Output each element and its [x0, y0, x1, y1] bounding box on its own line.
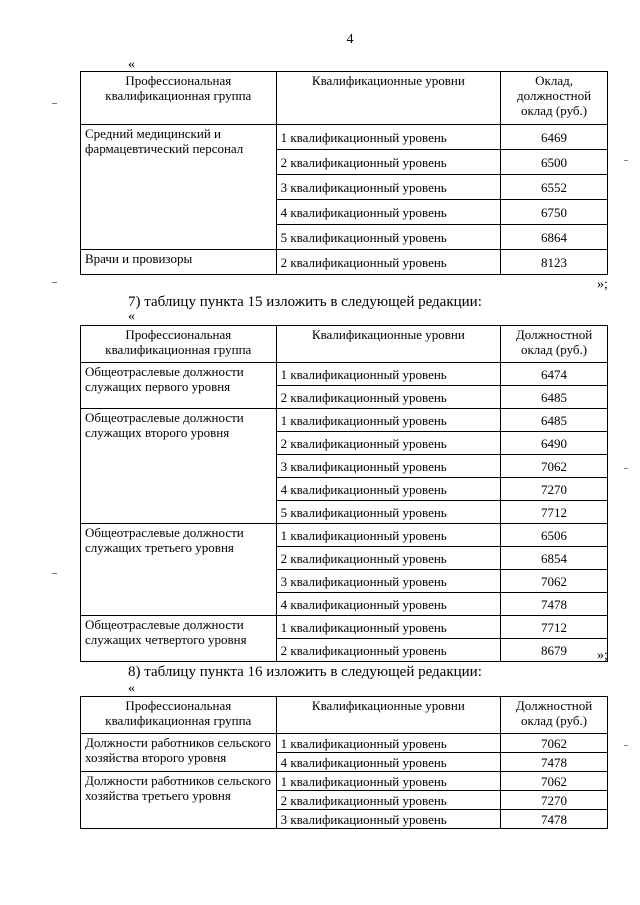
table-row [81, 772, 608, 791]
scan-mark [624, 468, 628, 469]
group-name-cell: Должности работников сельского хозяйства второго уровня [81, 734, 277, 772]
salary-cell: 7478 [501, 593, 608, 616]
table-header-row [81, 697, 608, 734]
header-levels: Квалификационные уровни [276, 326, 500, 363]
level-cell: 1 квалификационный уровень [276, 409, 500, 432]
salary-cell: 6500 [501, 150, 608, 175]
scan-mark [52, 573, 57, 574]
group-name-cell: Врачи и провизоры [81, 250, 277, 275]
level-cell: 2 квалификационный уровень [276, 547, 500, 570]
salary-cell: 6485 [501, 386, 608, 409]
salary-cell: 6490 [501, 432, 608, 455]
salary-cell: 7062 [501, 570, 608, 593]
salary-cell: 7712 [501, 616, 608, 639]
salary-cell: 6552 [501, 175, 608, 200]
level-cell: 2 квалификационный уровень [276, 432, 500, 455]
header-levels: Квалификационные уровни [276, 697, 500, 734]
header-group: Профессиональная квалификационная группа [81, 697, 277, 734]
open-quote-2: « [128, 309, 135, 324]
group-name-cell: Общеотраслевые должности служащих третьего уровня [81, 524, 277, 616]
header-salary: Должностной оклад (руб.) [501, 697, 608, 734]
level-cell: 4 квалификационный уровень [276, 200, 500, 225]
salary-cell: 7478 [501, 753, 608, 772]
salary-table-medical [80, 71, 608, 275]
level-cell: 4 квалификационный уровень [276, 478, 500, 501]
header-salary: Оклад, должностной оклад (руб.) [501, 72, 608, 125]
table-row [81, 250, 608, 275]
salary-table-agriculture [80, 696, 608, 829]
salary-cell: 8123 [501, 250, 608, 275]
header-levels: Квалификационные уровни [276, 72, 500, 125]
table-header-row [81, 326, 608, 363]
level-cell: 1 квалификационный уровень [276, 772, 500, 791]
salary-cell: 6864 [501, 225, 608, 250]
level-cell: 4 квалификационный уровень [276, 753, 500, 772]
level-cell: 1 квалификационный уровень [276, 363, 500, 386]
scan-mark [624, 745, 628, 746]
level-cell: 1 квалификационный уровень [276, 734, 500, 753]
close-mark-1: »; [597, 277, 608, 292]
salary-cell: 7270 [501, 478, 608, 501]
level-cell: 5 квалификационный уровень [276, 225, 500, 250]
salary-cell: 6506 [501, 524, 608, 547]
group-name-cell: Должности работников сельского хозяйства третьего уровня [81, 772, 277, 829]
group-name-cell: Общеотраслевые должности служащих второго уровня [81, 409, 277, 524]
paragraph-8: 8) таблицу пункта 16 изложить в следующей редакции: [128, 664, 482, 680]
level-cell: 1 квалификационный уровень [276, 125, 500, 150]
open-quote-1: « [128, 57, 135, 72]
level-cell: 2 квалификационный уровень [276, 791, 500, 810]
salary-cell: 6469 [501, 125, 608, 150]
table-row [81, 409, 608, 432]
level-cell: 1 квалификационный уровень [276, 616, 500, 639]
group-name-cell: Общеотраслевые должности служащих первого уровня [81, 363, 277, 409]
table-header-row [81, 72, 608, 125]
level-cell: 1 квалификационный уровень [276, 524, 500, 547]
salary-cell: 6750 [501, 200, 608, 225]
group-name-cell: Средний медицинский и фармацевтический персонал [81, 125, 277, 250]
group-name-cell: Общеотраслевые должности служащих четвертого уровня [81, 616, 277, 662]
level-cell: 5 квалификационный уровень [276, 501, 500, 524]
scan-mark [624, 160, 628, 161]
level-cell: 3 квалификационный уровень [276, 810, 500, 829]
level-cell: 4 квалификационный уровень [276, 593, 500, 616]
salary-cell: 7062 [501, 734, 608, 753]
header-salary: Должностной оклад (руб.) [501, 326, 608, 363]
scan-mark [52, 282, 57, 283]
salary-cell: 7062 [501, 772, 608, 791]
level-cell: 3 квалификационный уровень [276, 570, 500, 593]
table-row [81, 734, 608, 753]
salary-cell: 8679 [501, 639, 608, 662]
level-cell: 3 квалификационный уровень [276, 175, 500, 200]
level-cell: 3 квалификационный уровень [276, 455, 500, 478]
table-row [81, 616, 608, 639]
level-cell: 2 квалификационный уровень [276, 250, 500, 275]
level-cell: 2 квалификационный уровень [276, 150, 500, 175]
paragraph-7: 7) таблицу пункта 15 изложить в следующей редакции: [128, 294, 482, 310]
salary-table-general [80, 325, 608, 662]
salary-cell: 6474 [501, 363, 608, 386]
salary-cell: 7478 [501, 810, 608, 829]
table-row [81, 363, 608, 386]
salary-cell: 7270 [501, 791, 608, 810]
table-row [81, 125, 608, 150]
salary-cell: 6854 [501, 547, 608, 570]
salary-cell: 7062 [501, 455, 608, 478]
scan-mark [52, 103, 57, 104]
table-row [81, 524, 608, 547]
salary-cell: 7712 [501, 501, 608, 524]
salary-cell: 6485 [501, 409, 608, 432]
header-group: Профессиональная квалификационная группа [81, 326, 277, 363]
close-mark-2: »; [597, 648, 608, 663]
open-quote-3: « [128, 681, 135, 696]
header-group: Профессиональная квалификационная группа [81, 72, 277, 125]
page-number: 4 [346, 32, 354, 47]
level-cell: 2 квалификационный уровень [276, 386, 500, 409]
level-cell: 2 квалификационный уровень [276, 639, 500, 662]
